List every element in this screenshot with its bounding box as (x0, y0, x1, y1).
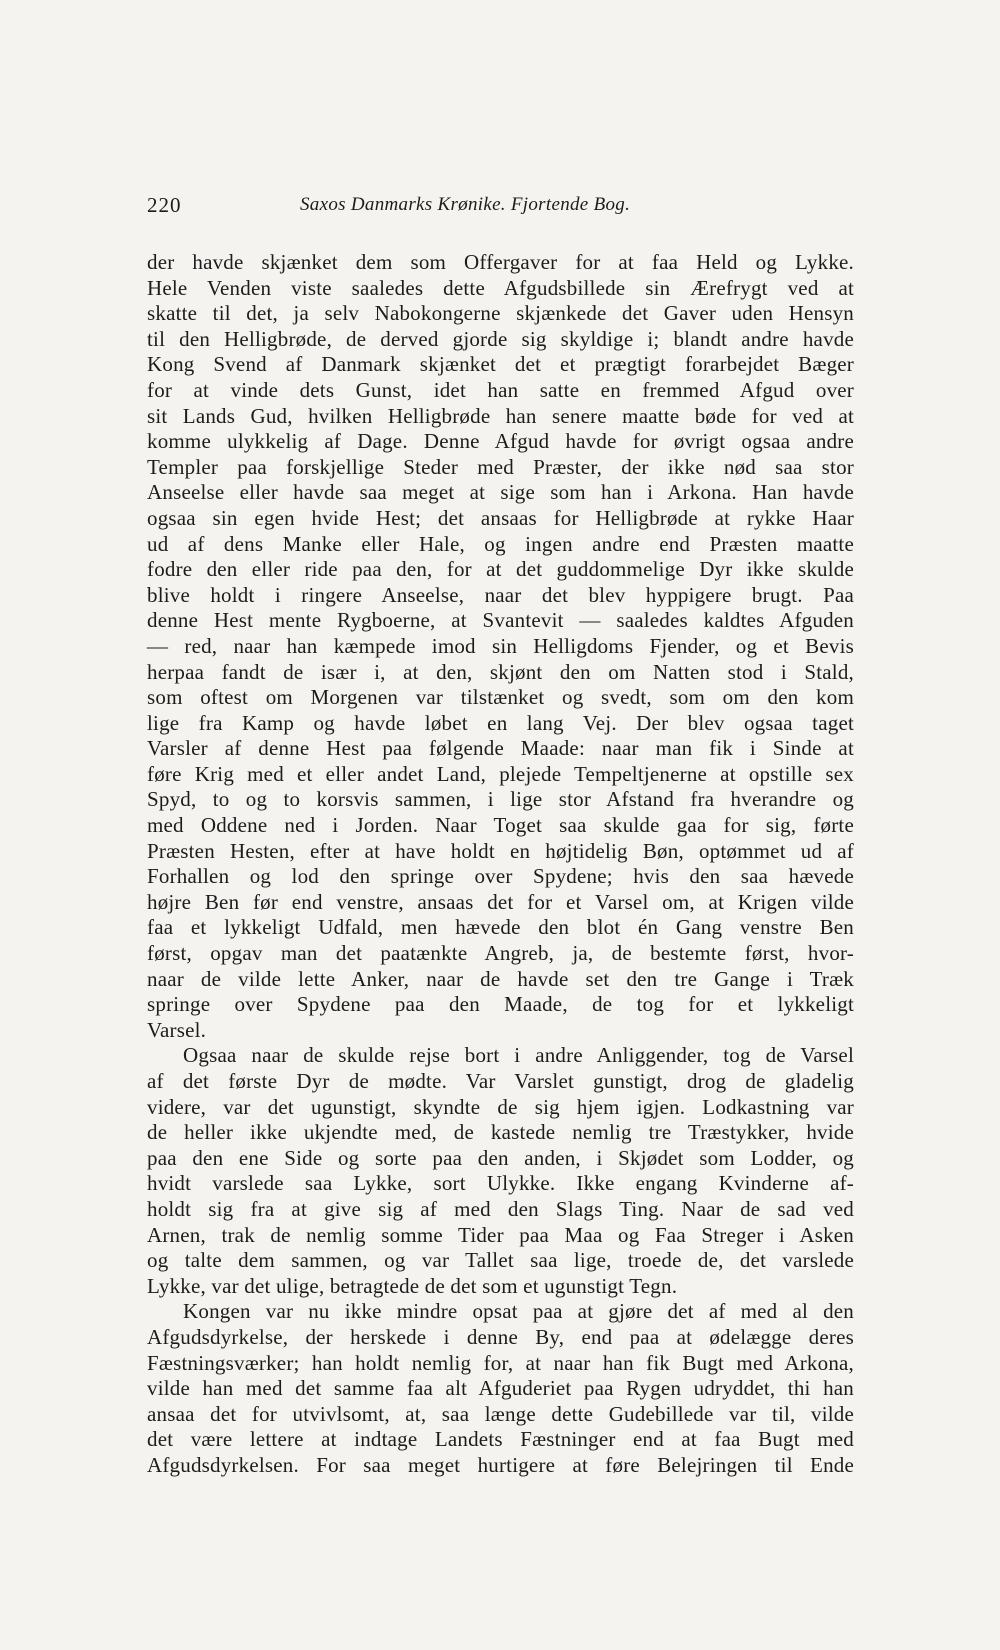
page-header (147, 193, 703, 223)
text-line: Præsten Hesten, efter at have holdt en højtidelig Bøn, optømmet ud af (147, 838, 854, 863)
text-line: Lykke, var det ulige, betragtede de det som et ugunstigt Tegn. (147, 1273, 678, 1298)
text-line: højre Ben før end venstre, ansaas det for et Varsel om, at Krigen vilde (147, 889, 854, 914)
text-line: til den Helligbrøde, de derved gjorde sig skyldige i; blandt andre havde (147, 326, 854, 351)
text-line: vilde han med det samme faa alt Afguderiet paa Rygen udryddet, thi han (147, 1376, 854, 1401)
text-line: Forhallen og lod den springe over Spydene; hvis den saa hævede (147, 864, 854, 889)
text-line: ud af dens Manke eller Hale, og ingen andre end Præsten maatte (147, 531, 854, 556)
text-line: faa et lykkeligt Udfald, men hævede den blot én Gang venstre Ben (147, 915, 854, 940)
text-line: af det første Dyr de mødte. Var Varslet gunstigt, drog de gladelig (147, 1069, 854, 1093)
text-line: Kong Svend af Danmark skjænket det et prægtigt forarbejdet Bæger (147, 352, 854, 377)
text-line: ogsaa sin egen hvide Hest; det ansaas for Helligbrøde at rykke Haar (147, 505, 854, 530)
text-line: Afgudsdyrkelse, der herskede i denne By, end paa at ødelægge deres (147, 1324, 854, 1349)
running-title: Saxos Danmarks Krønike. Fjortende Bog. (300, 194, 631, 215)
text-line: med Oddene ned i Jorden. Naar Toget saa skulde gaa for sig, førte (147, 813, 854, 838)
text-line: for at vinde dets Gunst, idet han satte en fremmed Afgud over (147, 377, 854, 402)
text-line: lige fra Kamp og havde løbet en lang Vej. Der blev ogsaa taget (147, 710, 854, 735)
text-line: Fæstningsværker; han holdt nemlig for, at naar han fik Bugt med Arkona, (147, 1350, 854, 1375)
text-line: fodre den eller ride paa den, for at det guddommelige Dyr ikke skulde (147, 557, 854, 582)
text-line: komme ulykkelig af Dage. Denne Afgud havde for øvrigt ogsaa andre (147, 429, 854, 454)
text-line: sit Lands Gud, hvilken Helligbrøde han senere maatte bøde for ved at (147, 403, 854, 428)
text-line: videre, var det ugunstigt, skyndte de sig hjem igjen. Lodkastning var (147, 1094, 854, 1119)
text-line: først, opgav man det paatænkte Angreb, ja, de bestemte først, hvor- (147, 941, 854, 966)
text-line: som oftest om Morgenen var tilstænket og svedt, som om den kom (147, 685, 854, 710)
text-line: Varsler af denne Hest paa følgende Maade: naar man fik i Sinde at (147, 736, 854, 761)
text-line: springe over Spydene paa den Maade, de tog for et lykkeligt (147, 992, 854, 1017)
text-line: de heller ikke ukjendte med, de kastede nemlig tre Træstykker, hvide (147, 1120, 854, 1145)
text-line: og talte dem sammen, og var Tallet saa lige, troede de, det varslede (147, 1248, 854, 1273)
body-text (147, 250, 854, 1479)
text-line: Hele Venden viste saaledes dette Afgudsbillede sin Ærefrygt ved at (147, 275, 854, 300)
text-line: det være lettere at indtage Landets Fæstninger end at faa Bugt med (147, 1427, 854, 1452)
page-number: 220 (147, 193, 182, 217)
text-line: Anseelse eller havde saa meget at sige som han i Arkona. Han havde (147, 480, 854, 505)
text-line: hvidt varslede saa Lykke, sort Ulykke. Ikke engang Kvinderne af- (147, 1171, 854, 1196)
text-line: der havde skjænket dem som Offergaver for at faa Held og Lykke. (147, 250, 854, 274)
text-line: blive holdt i ringere Anseelse, naar det blev hyppigere brugt. Paa (147, 582, 854, 607)
text-line: holdt sig fra at give sig af med den Slags Ting. Naar de sad ved (147, 1196, 854, 1221)
text-line: paa den ene Side og sorte paa den anden, i Skjødet som Lodder, og (147, 1145, 854, 1170)
text-line: naar de vilde lette Anker, naar de havde set den tre Gange i Træk (147, 966, 854, 991)
text-line: — red, naar han kæmpede imod sin Helligdoms Fjender, og et Bevis (147, 633, 854, 658)
text-line: Templer paa forskjellige Steder med Præster, der ikke nød saa stor (147, 454, 854, 479)
text-line: Varsel. (147, 1017, 207, 1042)
text-line: ansaa det for utvivlsomt, at, saa længe dette Gudebillede var til, vilde (147, 1401, 854, 1426)
text-line: Ogsaa naar de skulde rejse bort i andre Anliggender, tog de Varsel (183, 1043, 854, 1068)
text-line: herpaa fandt de især i, at den, skjønt den om Natten stod i Stald, (147, 659, 854, 684)
text-line: Arnen, trak de nemlig somme Tider paa Maa og Faa Streger i Asken (147, 1222, 854, 1247)
text-line: føre Krig med et eller andet Land, plejede Tempeltjenerne at opstille sex (147, 761, 854, 786)
text-line: Kongen var nu ikke mindre opsat paa at gjøre det af med al den (183, 1299, 854, 1324)
text-line: Spyd, to og to korsvis sammen, i lige stor Afstand fra hverandre og (147, 787, 854, 812)
text-line: Afgudsdyrkelsen. For saa meget hurtigere at føre Belejringen til Ende (147, 1452, 854, 1477)
text-line: skatte til det, ja selv Nabokongerne skjænkede det Gaver uden Hensyn (147, 301, 854, 326)
text-line: denne Hest mente Rygboerne, at Svantevit — saaledes kaldtes Afguden (147, 608, 854, 633)
